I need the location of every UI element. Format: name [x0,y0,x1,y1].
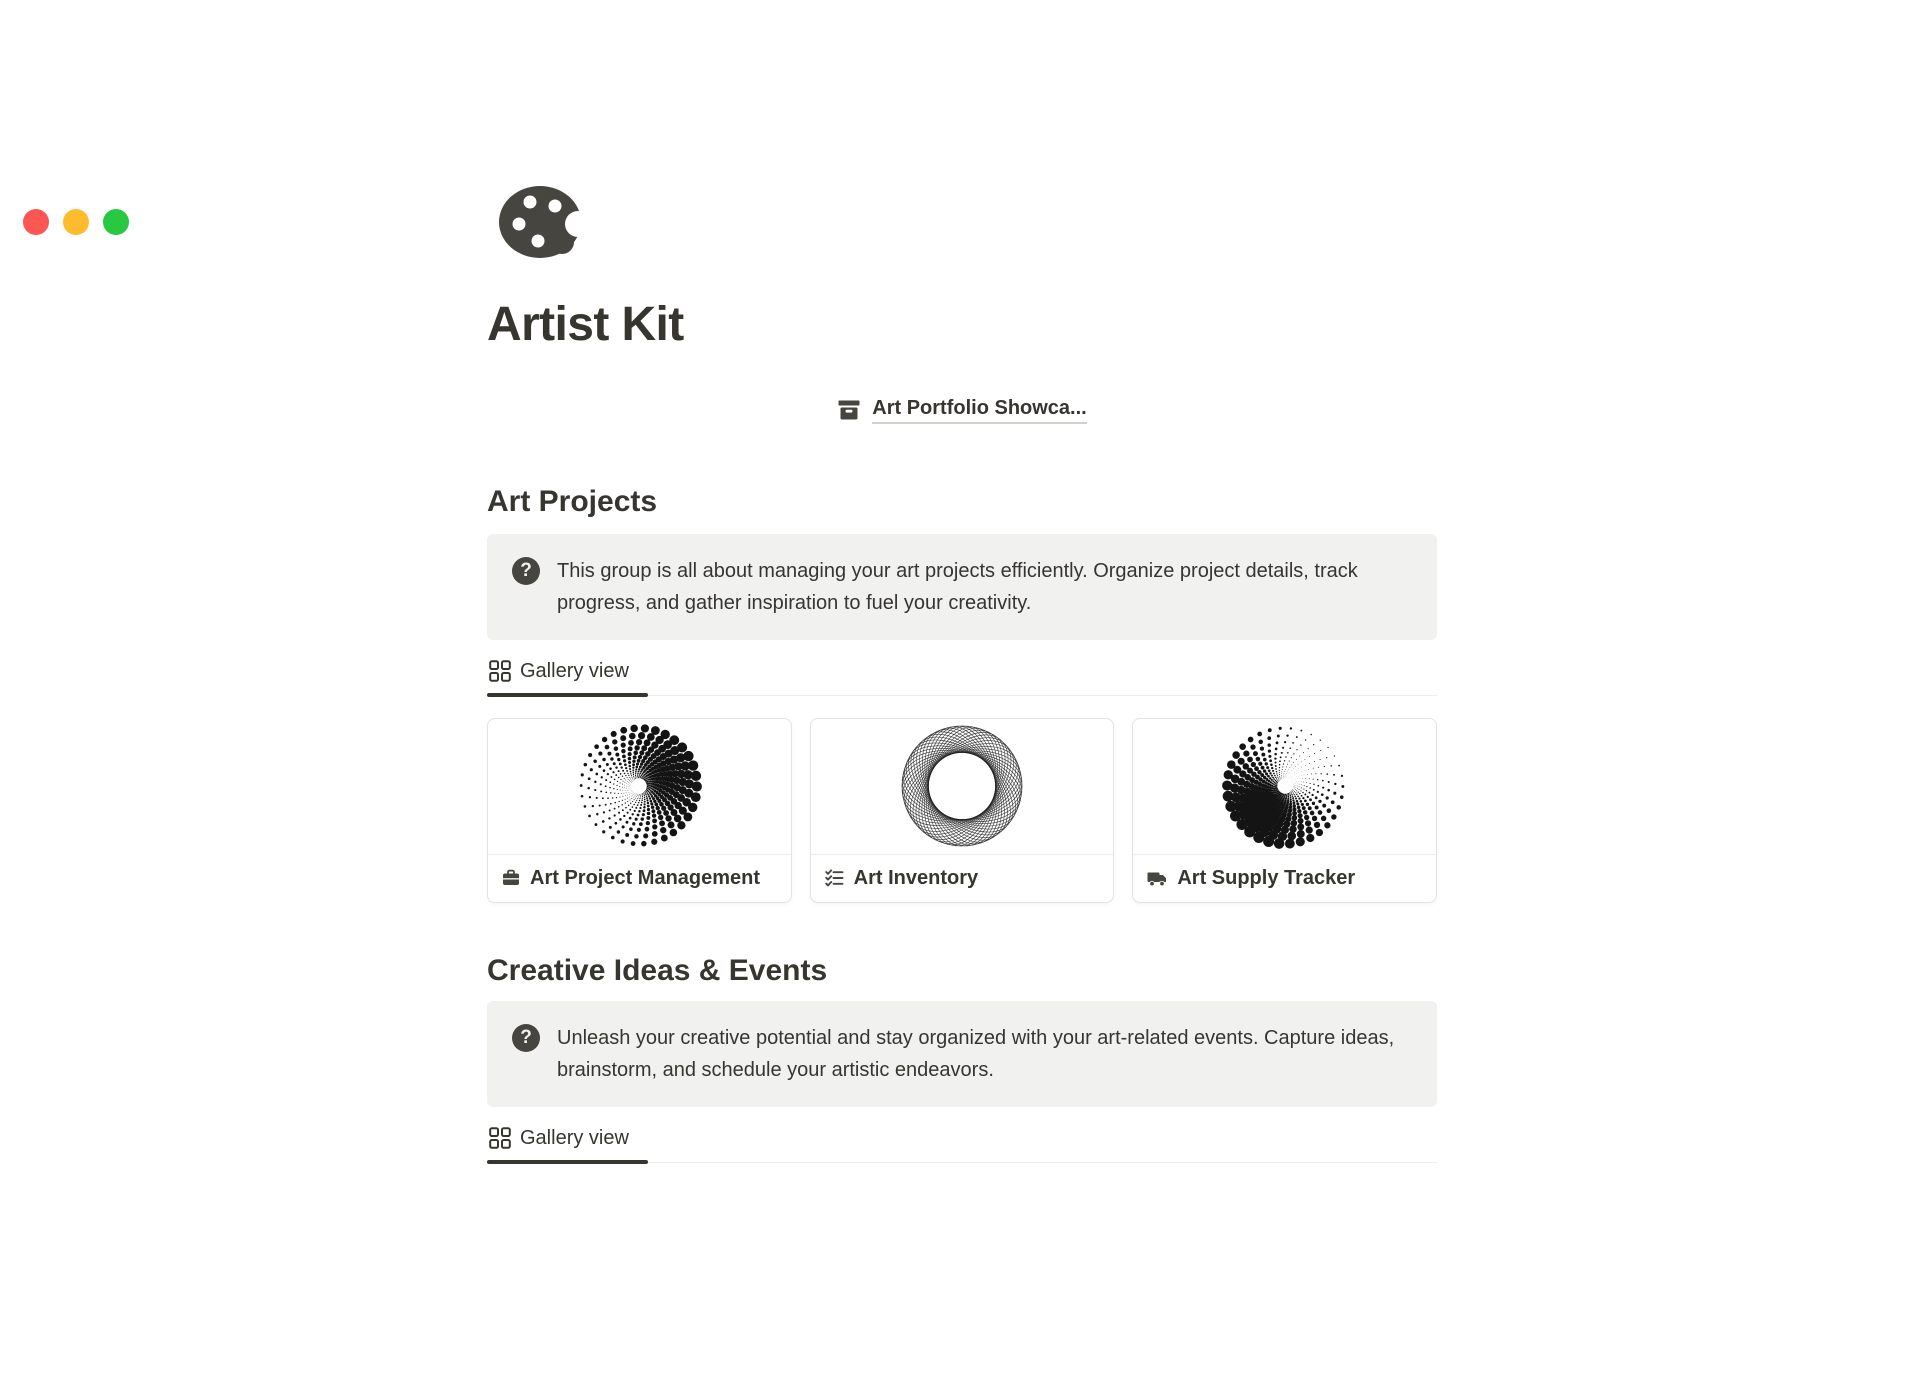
checklist-icon [825,869,844,887]
portfolio-page-link[interactable] [837,396,1086,426]
card-art-inventory[interactable] [810,718,1115,903]
question-mark-icon: ? [512,1024,540,1052]
card-caption [811,855,1114,902]
portfolio-link-label: Art Portfolio Showca... [872,397,1086,424]
tab-gallery-view-2[interactable] [487,1121,631,1162]
card-image-spirograph [811,719,1114,855]
card-caption [1133,855,1436,902]
card-title: Art Supply Tracker [1177,867,1355,890]
card-title: Art Project Management [530,867,760,890]
card-caption [488,855,791,902]
view-tab-row-2 [487,1121,1437,1163]
callout-text: Unleash your creative potential and stay organized with your art-related events. Capture ideas, brainstorm, and schedule your artistic endeavors. [557,1022,1409,1086]
view-tab-row-1 [487,654,1437,696]
callout-creative-ideas [487,1001,1437,1107]
zoom-button[interactable] [103,209,129,235]
briefcase-icon [502,869,520,887]
card-image-dotted-spiral-heavy [1133,719,1436,855]
callout-art-projects [487,534,1437,640]
gallery-grid-icon [489,660,511,682]
callout-text: This group is all about managing your art projects efficiently. Organize project details, track progress, and gather inspiration to fuel your creativity. [557,555,1409,619]
link-row [487,396,1437,426]
tab-label: Gallery view [520,1127,629,1150]
card-art-supply-tracker[interactable] [1132,718,1437,903]
gallery-grid-icon [489,1127,511,1149]
card-title: Art Inventory [854,867,978,890]
truck-icon [1147,869,1167,887]
page-title: Artist Kit [487,296,1437,354]
minimize-button[interactable] [63,209,89,235]
active-tab-indicator [487,693,648,697]
tab-gallery-view-1[interactable] [487,654,631,695]
palette-icon[interactable] [499,185,583,259]
archive-box-icon [837,398,861,423]
close-button[interactable] [23,209,49,235]
question-mark-icon: ? [512,557,540,585]
card-image-dotted-spiral [488,719,791,855]
page-content [487,185,1437,1163]
section-heading-art-projects: Art Projects [487,482,1437,522]
gallery-cards [487,718,1437,903]
tab-label: Gallery view [520,660,629,683]
card-art-project-management[interactable] [487,718,792,903]
active-tab-indicator [487,1160,648,1164]
window-controls [23,209,129,235]
section-heading-creative-ideas: Creative Ideas & Events [487,951,1437,991]
